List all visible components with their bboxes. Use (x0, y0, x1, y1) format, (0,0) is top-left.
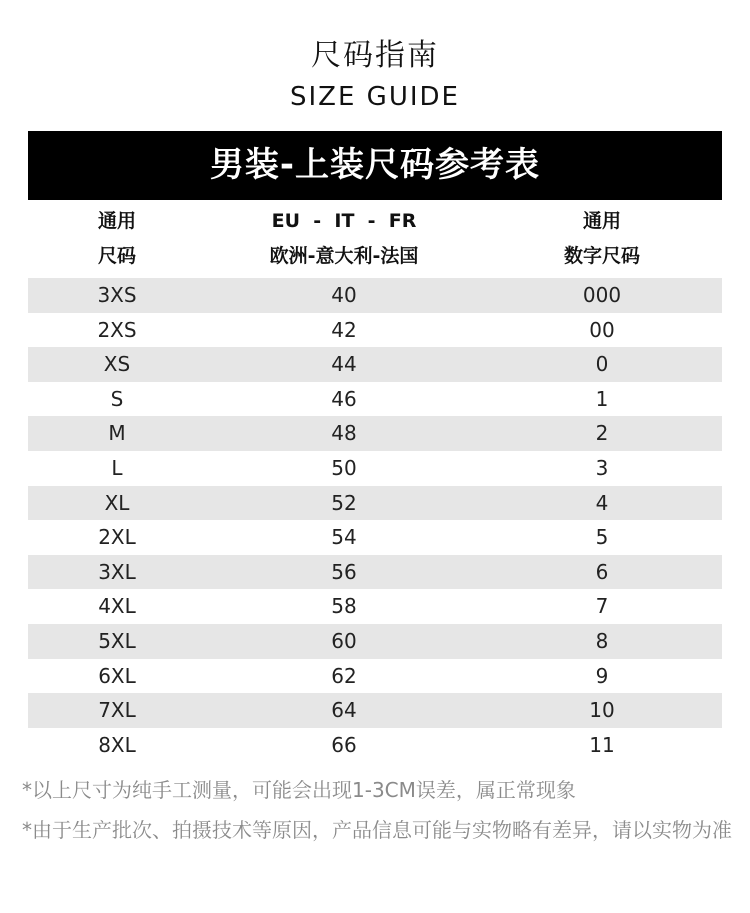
cell-numeric-size: 00 (589, 317, 615, 342)
header-line: 数字尺码 (563, 245, 640, 267)
cell-eu-size: 48 (331, 421, 357, 446)
cell-generic-size: 5XL (98, 629, 136, 653)
table-header (0, 204, 750, 274)
header-line: 尺码 (97, 245, 136, 267)
cell-eu-size: 56 (331, 559, 357, 584)
cell-generic-size: 2XL (98, 525, 136, 550)
cell-numeric-size: 0 (595, 352, 609, 377)
cell-numeric-size: 10 (589, 698, 615, 723)
cell-generic-size: 7XL (98, 698, 136, 723)
cell-numeric-size: 11 (589, 732, 615, 757)
cell-generic-size: 6XL (98, 663, 136, 688)
cell-numeric-size: 4 (595, 490, 609, 515)
cell-generic-size: 8XL (98, 732, 136, 757)
header-line: EU - IT - FR (271, 210, 417, 232)
cell-generic-size: S (110, 386, 124, 411)
header-cell-eu-it-fr (206, 204, 482, 274)
table-row (28, 451, 722, 486)
cell-eu-size: 64 (331, 698, 357, 723)
cell-numeric-size: 1 (595, 386, 609, 411)
header-cell-generic-size (28, 204, 206, 274)
cell-generic-size: M (108, 421, 126, 446)
cell-numeric-size: 5 (595, 525, 609, 550)
cell-eu-size: 52 (331, 490, 357, 515)
cell-eu-size: 54 (331, 525, 357, 550)
table-row (28, 313, 722, 348)
footnote-measurement: *以上尺寸为纯手工测量，可能会出现1-3CM误差，属正常现象 (22, 778, 576, 802)
cell-eu-size: 66 (331, 732, 357, 757)
table-row (28, 347, 722, 382)
cell-numeric-size: 2 (595, 421, 609, 446)
table-row (28, 728, 722, 763)
table-row (28, 659, 722, 694)
cell-generic-size: XS (103, 352, 131, 377)
table-banner: 男装-上装尺码参考表 (28, 131, 722, 200)
cell-eu-size: 46 (331, 386, 357, 411)
footnote-disclaimer: *由于生产批次、拍摄技术等原因，产品信息可能与实物略有差异，请以实物为准 (22, 818, 732, 842)
table-row (28, 555, 722, 590)
cell-generic-size: L (111, 456, 123, 480)
cell-eu-size: 62 (331, 663, 357, 688)
cell-numeric-size: 3 (595, 456, 609, 480)
cell-generic-size: 4XL (98, 594, 136, 619)
page-title-cn: 尺码指南 (311, 38, 439, 73)
cell-generic-size: 3XS (97, 283, 137, 307)
cell-generic-size: 2XS (97, 317, 137, 342)
table-row (28, 486, 722, 521)
cell-numeric-size: 9 (595, 663, 609, 688)
cell-eu-size: 60 (331, 629, 357, 653)
cell-eu-size: 58 (331, 594, 357, 619)
cell-eu-size: 40 (331, 283, 357, 307)
table-row (28, 589, 722, 624)
cell-numeric-size: 000 (582, 283, 622, 307)
table-row (28, 520, 722, 555)
table-row (28, 624, 722, 659)
cell-numeric-size: 8 (595, 629, 609, 653)
table-row (28, 693, 722, 728)
cell-eu-size: 50 (331, 456, 357, 480)
header-line: 通用 (582, 210, 621, 232)
cell-eu-size: 44 (331, 352, 357, 377)
header-cell-numeric-size (482, 204, 722, 274)
cell-generic-size: XL (104, 490, 130, 515)
cell-eu-size: 42 (331, 317, 357, 342)
table-row (28, 382, 722, 417)
cell-numeric-size: 7 (595, 594, 609, 619)
header-line: 欧洲-意大利-法国 (269, 245, 419, 267)
page-title-en: SIZE GUIDE (290, 82, 460, 112)
table-row (28, 278, 722, 313)
cell-numeric-size: 6 (595, 559, 609, 584)
cell-generic-size: 3XL (98, 559, 136, 584)
table-row (28, 416, 722, 451)
header-line: 通用 (97, 210, 136, 232)
